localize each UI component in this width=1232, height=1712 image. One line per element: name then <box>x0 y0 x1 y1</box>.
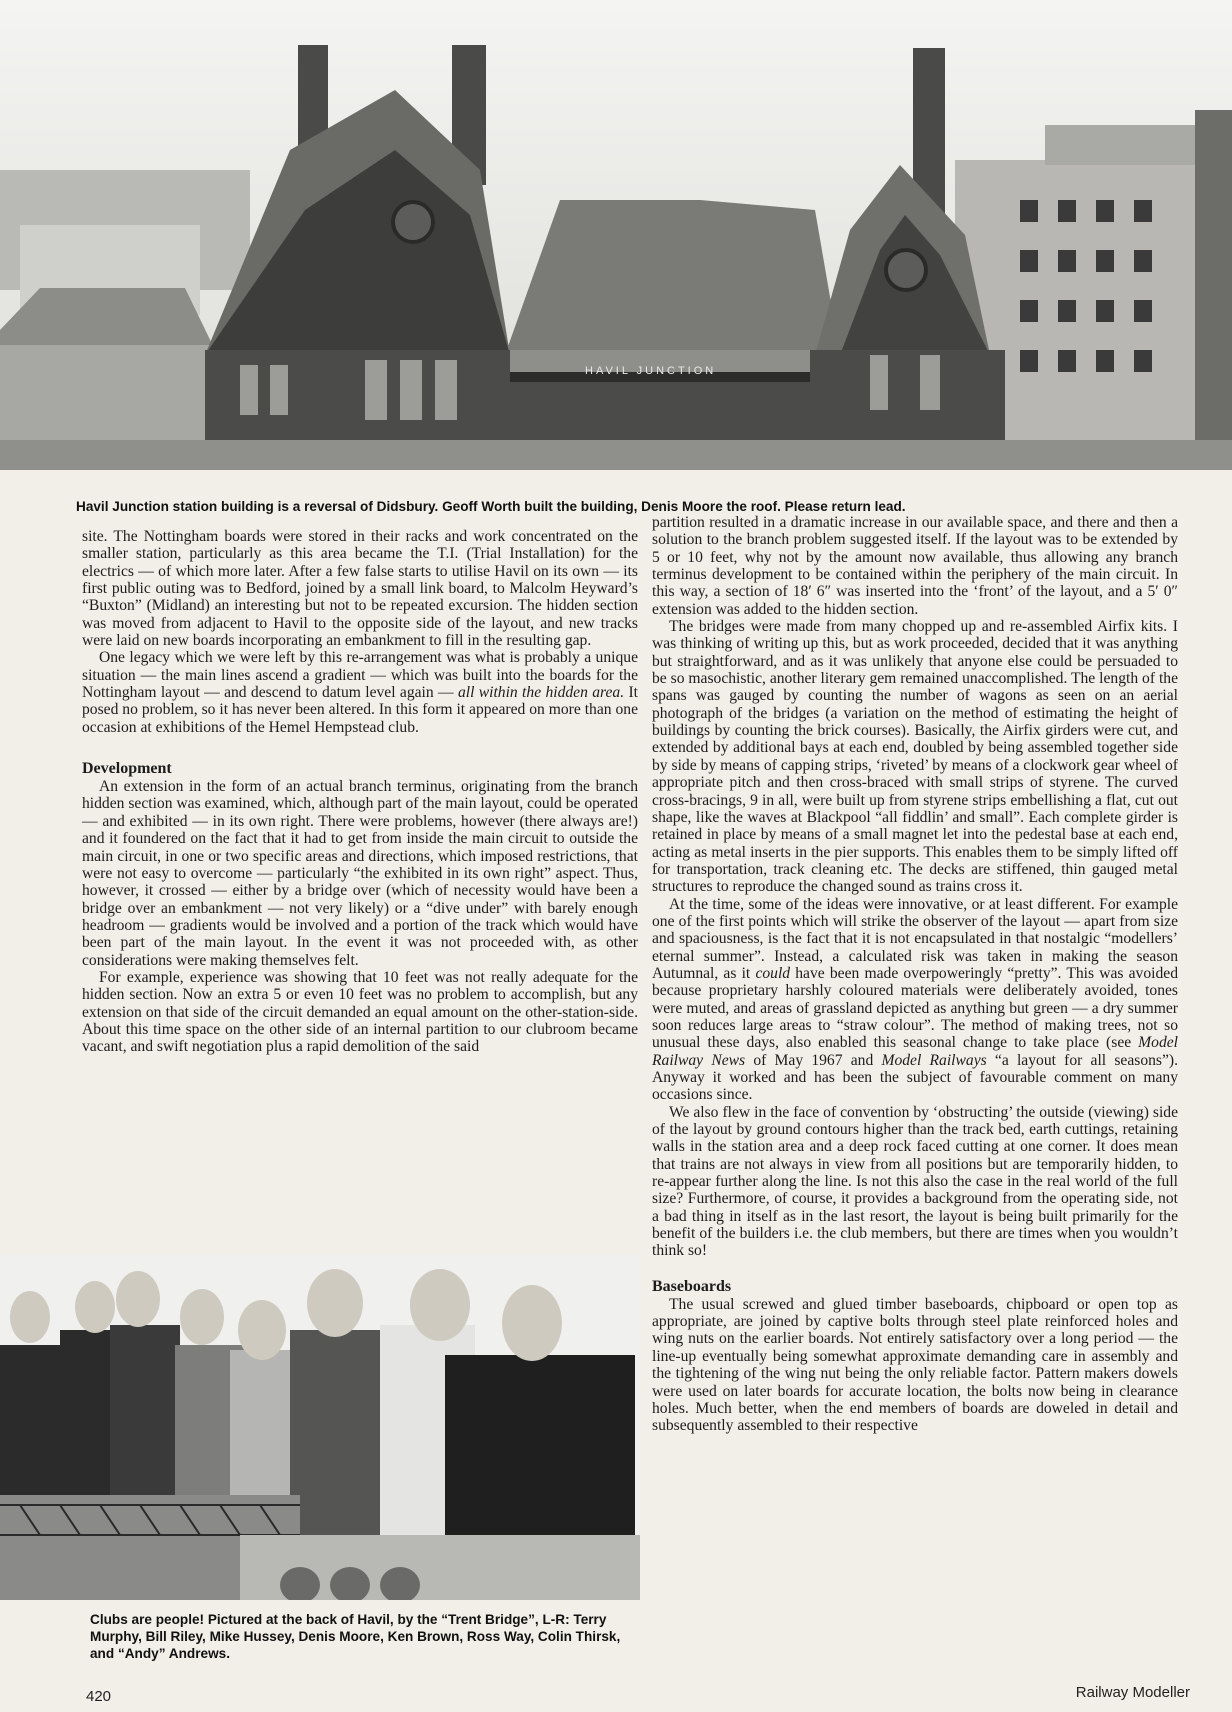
right-paragraph-3-italic-3: Model Railways <box>881 1051 987 1069</box>
station-sign: HAVIL JUNCTION <box>585 365 717 377</box>
bottom-photo-caption: Clubs are people! Pictured at the back of Havil, by the “Trent Bridge”, L-R: Terry Murphy, Bill Riley, Mike Hussey, Denis Moore, Ken Brown, Ross Way, Colin Thirsk, and “Andy” Andrews. <box>90 1612 621 1661</box>
right-paragraph-3-a: At the time, some of the ideas were innovative, or at least different. For example one of the first points which will strike the observer of the layout — apart from size and spaciousness, is the fact that it is not encapsulated in that nostalgic “modellers’ eternal summer”. Instead, a calculated risk was taken in making the season Autumnal, as it <box>652 895 1178 982</box>
top-photo-caption: Havil Junction station building is a reversal of Didsbury. Geoff Worth built the building, Denis Moore the roof. Please return lead. <box>76 499 906 514</box>
right-paragraph-3-d: “a layout for all seasons”). Anyway it worked and has been the subject of favourable comment on many occasions since. <box>652 1051 1179 1104</box>
left-paragraph-4: For example, experience was showing that 10 feet was not really adequate for the hidden section. Now an extra 5 or even 10 feet was no problem to accomplish, but any extension on that side of the circuit demanded an equal amount on the other-station-side. About this time space on the other side of an internal partition to our clubroom became vacant, and swift negotiation plus a rapid demolition of the said <box>82 968 638 1056</box>
left-paragraph-2-start: One legacy which we were left by this re-arrangement was what is probably a unique situation — the main lines ascend a gradient — which was built into the boards for the Nottingham layout — and descend to datum level again — <box>82 649 638 702</box>
right-paragraph-4: We also flew in the face of convention by ‘obstructing’ the outside (viewing) side of the layout by ground contours higher than the track bed, earth cuttings, retaining walls in the station area and a deep rock faced cutting at one corner. It does mean that trains are not always in view from all positions but are temporarily hidden, to re-appear further along the line. Is not this also the case in the real world of the full size? Furthermore, of course, it provides a background from the operating side, not a bad thing in itself as in the last resort, the layout is being built primarily for the benefit of the builders i.e. the club members, but there are times when you wouldn’t think so! <box>652 1103 1178 1260</box>
right-paragraph-5: The usual screwed and glued timber baseboards, chipboard or open top as appropriate, are joined by captive bolts through steel plate reinforced holes and wing nuts on the earlier boards. Not entirely satisfactory over a long period — the line-up eventually being somewhat approximate demanding care in assembly and the tightening of the wing nut being the only reliable factor. Pattern makers dowels were used on later boards for accurate location, the bolts now being in clearance holes. Much better, when the end members of boards are doweled in detail and subsequently assembled to their respective <box>652 1295 1178 1435</box>
right-paragraph-3-italic-2: Model Railway News <box>652 1034 1178 1069</box>
station-building-illustration <box>0 0 1232 470</box>
left-paragraph-2-end: It posed no problem, so it has never been altered. In this form it appeared on more than one occasion at exhibitions of the Hemel Hempstead club. <box>82 684 639 736</box>
right-paragraph-3-c: of May 1967 and <box>745 1051 882 1069</box>
station-building-photo <box>0 0 1232 470</box>
club-members-photo <box>0 1255 640 1600</box>
left-paragraph-2 <box>82 649 638 736</box>
heading-development: Development <box>82 760 172 778</box>
right-paragraph-2: The bridges were made from many chopped up and re-assembled Airfix kits. I was thinking of writing up this, but as work proceeded, decided that it was anything but straightforward, and as it was unlikely that anyone else could be persuaded to be so masochistic, another literary gem remained unaccomplished. The length of the spans was gauged by counting the number of wagons as seen on an aerial photograph of the bridges (a variation on the method of estimating the height of buildings by counting the brick courses). Basically, the Airfix girders were cut, and extended by additional bays at each end, doubled by being assembled together side by side by means of capping strips, ‘riveted’ by means of a clockwork gear wheel of appropriate pitch and then cross-braced with small strips of styrene. The curved cross-bracings, 9 in all, were built up from styrene strips embellishing a flat, cut out shape, like the waves at Blackpool “all fiddlin’ and small”. Each complete girder is retained in place by means of a small magnet let into the pedestal base at each end, acting as metal inserts in the pier supports. This enables them to be simply lifted off for transportation, track cleaning etc. The decks are stiffened, thin gauged metal structures to reproduce the changed sound as trains cross it. <box>652 618 1178 896</box>
club-members-illustration <box>0 1255 640 1600</box>
article-column-left <box>82 528 638 1056</box>
left-paragraph-3: An extension in the form of an actual branch terminus, originating from the branch hidden section was examined, which, although part of the main layout, could be operated — and exhibited — in its own right. There were problems, however (there always are!) and it foundered on the fact that it had to get from inside the main circuit to outside the main circuit, in one or two specific areas and directions, which imposed restrictions, that were not easy to overcome — particularly “the exhibited in its own right” aspect. Thus, however, it crossed — either by a bridge over (which of necessity would have been a bridge over an embankment — not very likely) or a “dive under” with barely enough headroom — gradients would be involved and a portion of the track which would have been part of the main layout. In the event it was not proceeded with, as other considerations were making themselves felt. <box>82 778 639 969</box>
left-paragraph-1: site. The Nottingham boards were stored in their racks and work concentrated on the smaller station, particularly as this area became the T.I. (Trial Installation) for the electrics — of which more later. After a few false starts to utilise Havil on its own — its first public outing was to Bedford, joined by a small link board, to Malcolm Heyward’s “Buxton” (Midland) an interesting but not to be repeated excursion. The hidden section was moved from adjacent to Havil to the opposite side of the layout, and new tracks were laid on new boards incorporating an embankment to fill in the resulting gap. <box>82 528 638 650</box>
magazine-name: Railway Modeller <box>1075 1684 1190 1701</box>
article-column-right <box>652 514 1178 1435</box>
right-paragraph-1: partition resulted in a dramatic increase in our available space, and there and then a solution to the branch problem suggested itself. If the layout was to be extended by 5 or 10 feet, why not by the amount now available, thus allowing any branch terminus development to be contained within the periphery of the main circuit. In this way, a section of 18′ 6″ was inserted into the ‘front’ of the layout, and a 5′ 0″ extension was added to the hidden section. <box>652 514 1178 618</box>
right-paragraph-3-italic-1: could <box>755 964 791 982</box>
right-paragraph-3 <box>652 896 1178 1104</box>
right-paragraph-3-b: have been made overpoweringly “pretty”. This was avoided because proprietary harshly coloured materials were deliberately avoided, tones were muted, and areas of grassland depicted as anything but green — a dry summer soon reduces large areas to “straw colour”. The method of making trees, not so unusual these days, also enabled this seasonal change to take place (see <box>652 964 1178 1052</box>
heading-baseboards: Baseboards <box>652 1277 732 1295</box>
left-paragraph-2-italic: all within the hidden area. <box>457 684 625 702</box>
page-number: 420 <box>86 1688 112 1705</box>
